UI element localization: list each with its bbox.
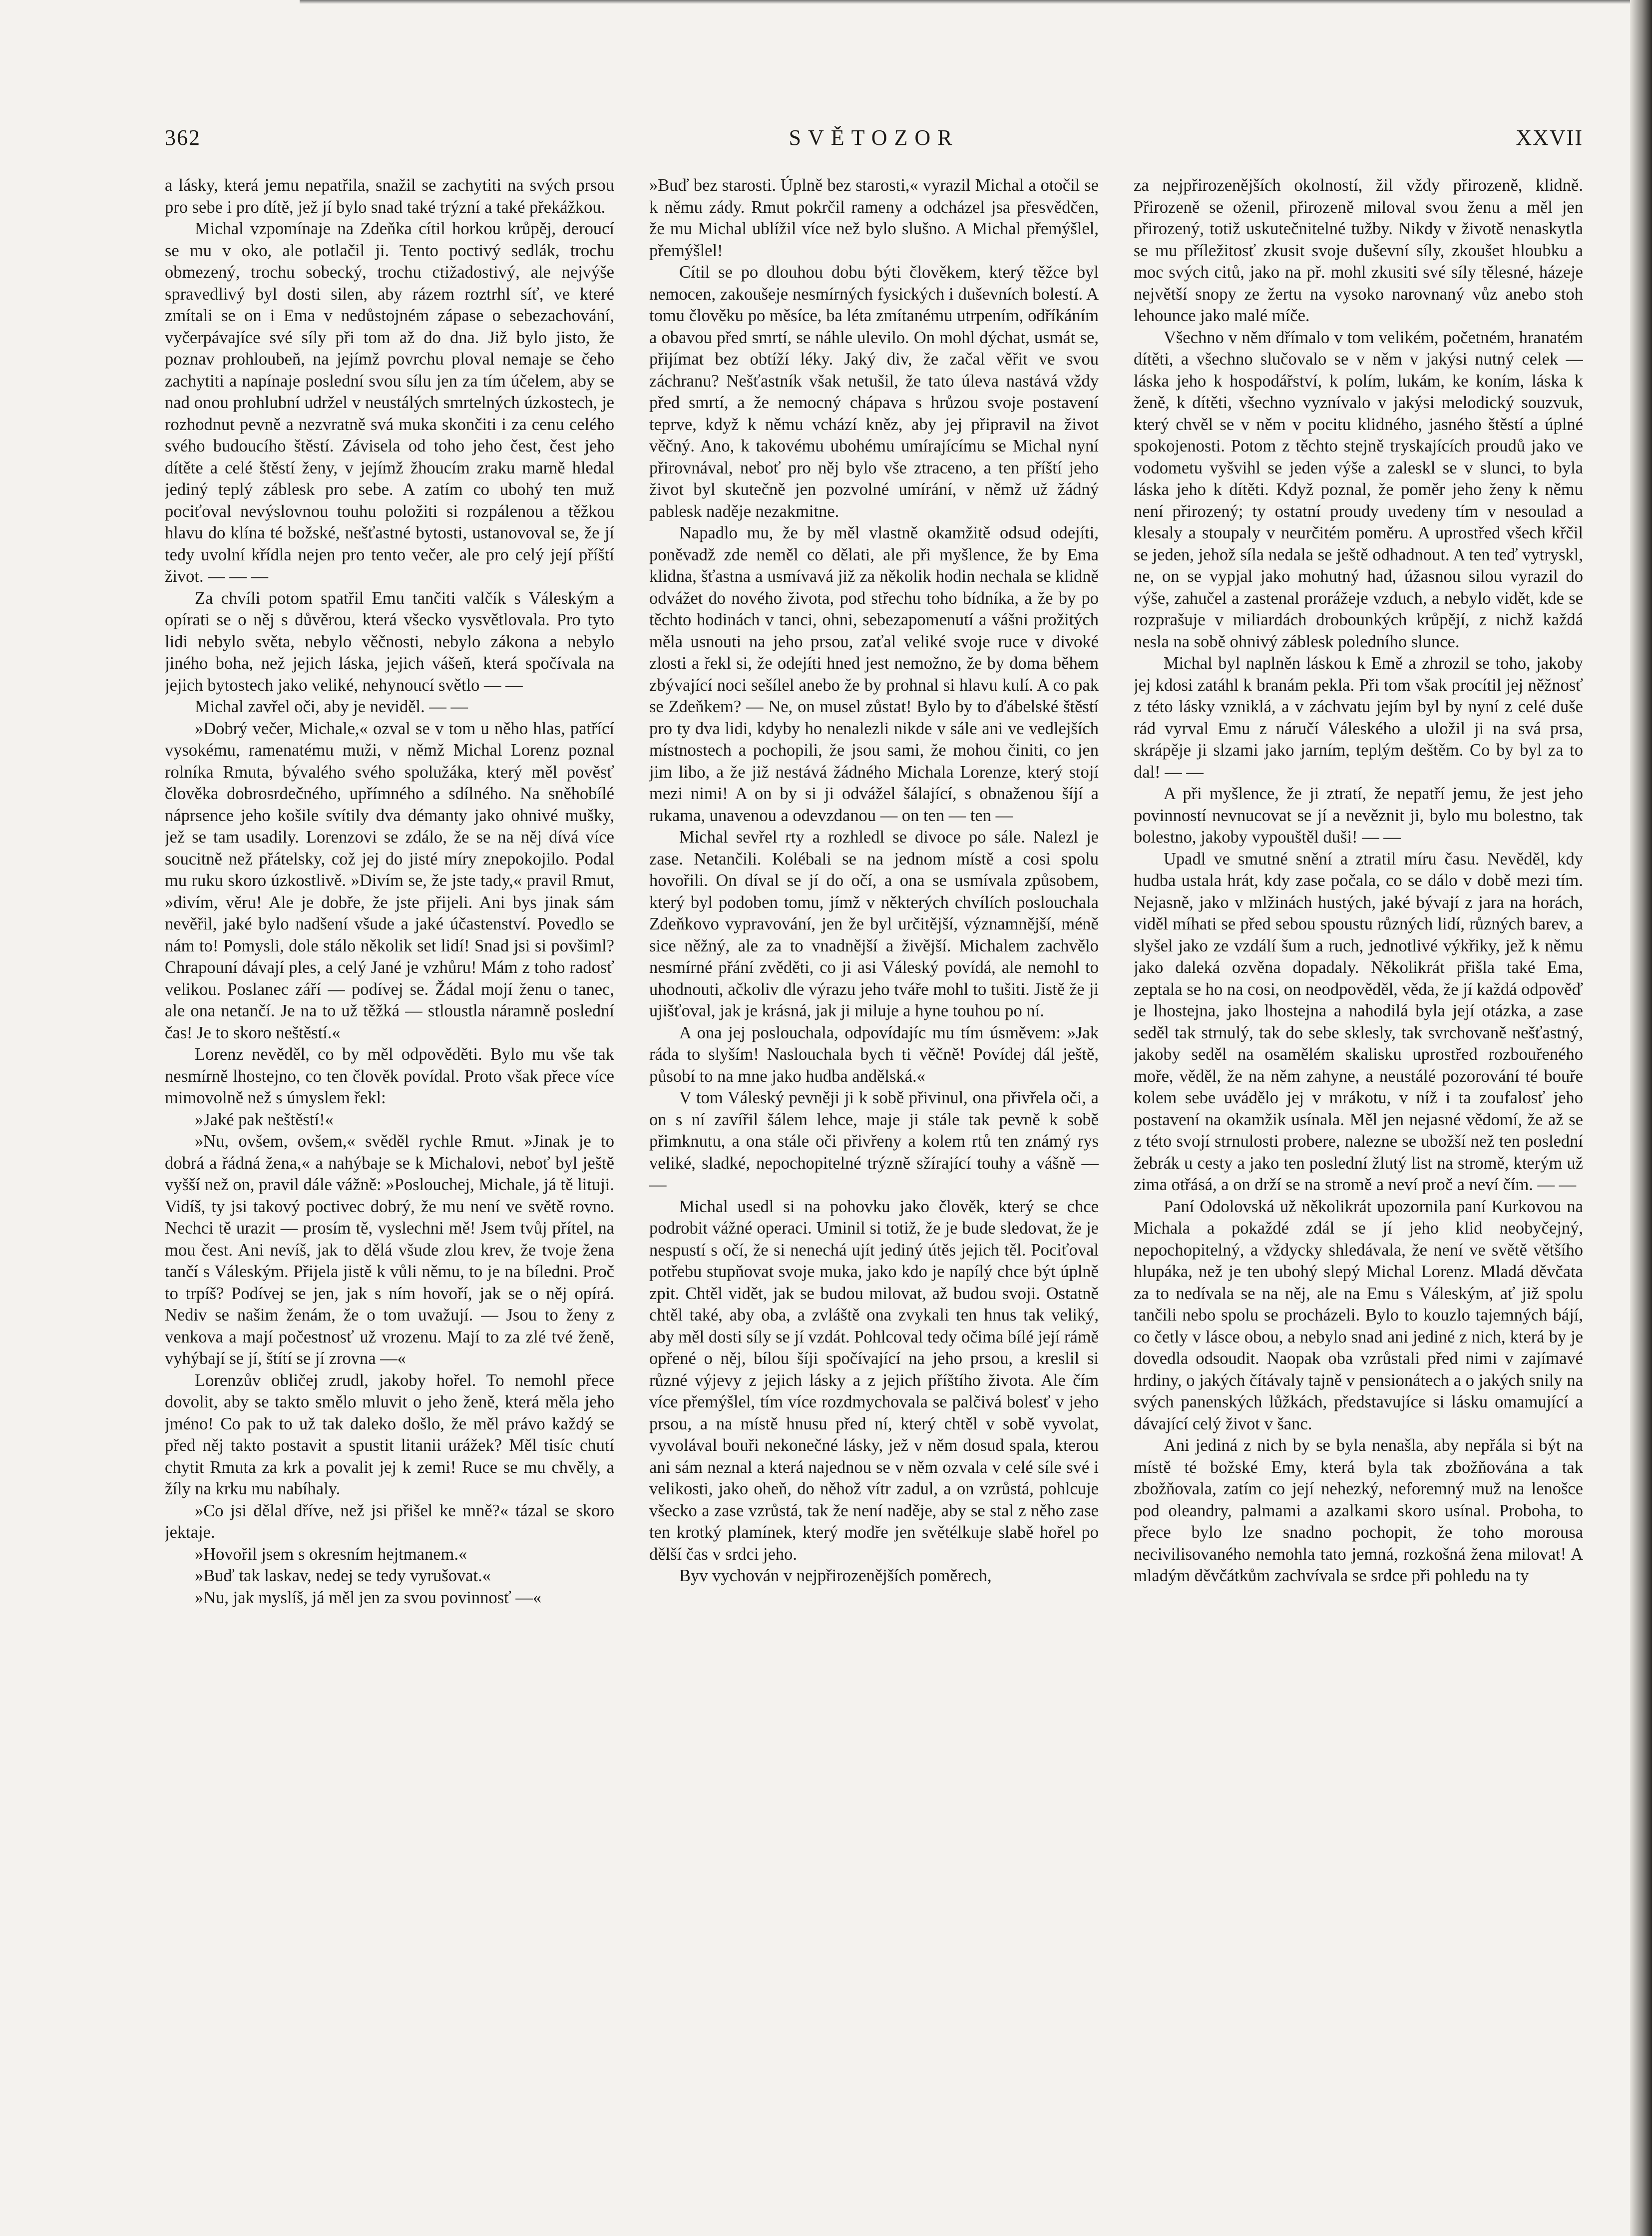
paragraph: Cítil se po dlouhou dobu býti člověkem, který těžce byl nemocen, zakoušeje nesmírných fysických i duševních bolestí. A tomu člověku po měsíce, ba léta zmítanému utrpením, odříkáním a obavou před smrtí, se náhle ulevilo. On mohl dýchat, usmát se, přijímat bez obtíží léky. Jaký div, že začal věřit ve svou záchranu? Nešťastník však netušil, že tato úleva nastává vždy před smrtí, a že nemocný chápava s hrůzou svoje postavení teprve, když k němu vchází kněz, aby jej připravil na život věčný. Ano, k takovému ubohému umírajícímu se Michal nyní přirovnával, neboť pro něj bylo vše ztraceno, a ten příští jeho život byl skutečně jen pozvolné umírání, v němž už žádný pablesk naděje nezakmitne. [649,263,1099,521]
paragraph: Upadl ve smutné snění a ztratil míru času. Nevěděl, kdy hudba ustala hrát, kdy zase počala, co se dálo v době mezi tím. Nejasně, jako v mlžinách hustých, jaké bývají z jara na horách, viděl míhati se před sebou spoustu různých lidí, různých barev, a slyšel jako ze vzdálí šum a ruch, jednotlivé výkřiky, jež k němu jako daleká ozvěna dopadaly. Několikrát přišla také Ema, zeptala se ho na cosi, on neodpověděl, věda, že jí každá odpověď je lhostejna, jako lhostejna a nahodilá byla její otázka, a zase seděl tak strnulý, tak do sebe sklesly, tak svrchovaně nešťastný, jakoby seděl na osamělém skalisku uprostřed rozbouřeného moře, věděl, že na něm zahyne, a neustálé pozorování té bouře kolem sebe uvádělo jej v mrákotu, v níž i ta zoufalosť jeho postavení na okamžik usínala. Měl jen nejasné vědomí, že až se z této svojí strnulosti probere, nalezne se ubožší než ten poslední žebrák u cesty a jako ten poslední žlutý list na stromě, kterým už zima otřásá, a on drží se na stromě a neví proč a neví čím. — — [1134,849,1583,1194]
scan-edge-right [1630,0,1652,2236]
paragraph: Lorenzův obličej zrudl, jakoby hořel. To nemohl přece dovolit, aby se takto smělo mluvit o jeho ženě, která měla jeho jméno! Co pak to už tak daleko došlo, že měl právo každý se před něj takto postavit a spustit litanii urážek? Měl tisíc chutí chytit Rmuta za krk a povalit jej k zemi! Ruce se mu chvěly, a žíly na krku mu nabíhaly. [165,1370,614,1498]
column-right [1134,175,1583,2113]
paragraph: A při myšlence, že ji ztratí, že nepatří jemu, že jest jeho povinností nevnucovat se jí a nevěznit ji, bylo mu bolestno, tak bolestno, jakoby vypouštěl duši! — — [1134,784,1583,847]
journal-title: SVĚTOZOR [789,125,959,150]
volume-number: XXVII [1516,125,1583,150]
column-left [165,175,614,2113]
paragraph: Paní Odolovská už několikrát upozornila paní Kurkovou na Michala a pokaždé zdál se jí jeho klid neobyčejný, nepochopitelný, a vždycky shledávala, že není ve světě většího hlupáka, než je ten ubohý slepý Michal Lorenz. Mladá děvčata za to nedívala se na něj, ale na Emu s Váleským, ať již spolu tančili nebo spolu se procházeli. Bylo to kouzlo tajemných bájí, co četly v lásce obou, a nebylo snad ani jediné z nich, která by je dovedla odsoudit. Naopak oba vzrůstali před nimi v zajímavé hrdiny, o jakých čítávaly tajně v pensionátech a o jakých snily na svých panenských lůžkách, představujíce si lásku omamující a dávající celý život v šanc. [1134,1197,1583,1433]
text-columns [165,175,1583,2113]
paragraph: »Co jsi dělal dříve, než jsi přišel ke mně?« tázal se skoro jektaje. [165,1501,614,1542]
page-number: 362 [165,125,201,150]
paragraph: Michal zavřel oči, aby je neviděl. — — [195,697,468,716]
paragraph: za nejpřirozenějších okolností, žil vždy přirozeně, klidně. Přirozeně se oženil, přirozeně miloval svou ženu a měl jen přirozený, totiž uskutečnitelné tužby. Nikdy v životě nenaskytla se mu příležitosť zkusit svoje duševní síly, zkoušet hloubku a moc svých citů, jako na př. mohl zkusiti své síly tělesné, házeje největší snopy ze žertu na vysoko narovnaný vůz anebo stoh lehounce jako malé míče. [1134,176,1583,325]
paragraph: Michal byl naplněn láskou k Emě a zhrozil se toho, jakoby jej kdosi zatáhl k branám pekla. Při tom však procítil jej něžnosť z této lásky vzniklá, a v záchvatu jejím byl by nyní z celé duše rád vyrval Emu z náručí Váleského a uložil ji na svá prsa, skrápěje ji slzami jako jarním, teplým deštěm. Co by byl za to dal! — — [1134,654,1583,782]
paragraph: V tom Váleský pevněji ji k sobě přivinul, ona přivřela oči, a on s ní zavířil šálem lehce, maje ji stále tak pevně k sobě přimknutu, a ona stále oči přivřeny a kolem rtů ten známý rys veliké, sladké, nepochopitelné trýzně sžírající touhy a vášně — — [649,1088,1099,1194]
paragraph: Byv vychován v nejpřirozenějších poměrech, [679,1566,992,1585]
running-header [165,125,1583,160]
paragraph: Napadlo mu, že by měl vlastně okamžitě odsud odejíti, poněvadž zde neměl co dělati, ale při myšlence, že by Ema klidna, šťastna a usmívavá již za několik hodin nechala se klidně odvážet do nového života, pod střechu toho bídníka, a že by po těchto hodinách v tanci, ohni, sebezapomenutí a vášni prožitých měla usnouti na jeho prsou, zaťal veliké svoje ruce v divoké zlosti a řekl si, že odejíti hned jest nemožno, že by doma během zbývající noci sešílel anebo že by prohnal si hlavu kulí. A co pak se Zdeňkem? — Ne, on musel zůstat! Bylo by to ďábelské štěstí pro ty dva lidi, kdyby ho nenalezli nikde v sále ani ve vedlejších místnostech a pochopili, že jsou sami, že mohou činiti, co jen jim libo, a že již nestává žádného Michala Lorenze, který stojí mezi nimi! A on by si ji odvážel šálající, s obnaženou šíjí a rukama, unavenou a odevzdanou — on ten — ten — [649,523,1099,825]
paragraph: »Hovořil jsem s okresním hejtmanem.« [195,1544,467,1564]
paragraph: A ona jej poslouchala, odpovídajíc mu tím úsměvem: »Jak ráda to slyším! Naslouchala bych ti věčně! Povídej dál ještě, působí to na mne jako hudba andělská.« [649,1023,1099,1086]
paragraph: »Buď tak laskav, nedej se tedy vyrušovat.« [195,1566,491,1585]
paragraph: »Nu, ovšem, ovšem,« svěděl rychle Rmut. »Jinak je to dobrá a řádná žena,« a nahýbaje se k Michalovi, neboť byl ještě vyšší než on, pravil dále vážně: »Poslouchej, Michale, já tě lituji. Vidíš, ty jsi takový poctivec dobrý, že mu není ve světě rovno. Nechci tě urazit — prosím tě, vyslechni mě! Jsem tvůj přítel, na mou čest. Ani nevíš, jak to dělá všude zlou krev, že tvoje žena tančí s Váleským. Přijela jistě k vůli němu, to je na bíledni. Proč to trpíš? Podívej se jen, jak s ním hovoří, jak se o něj opírá. Nediv se našim ženám, že o tom uvažují. — Jsou to ženy z venkova a mají počestnosť už vrozenu. Mají to za zlé tvé ženě, vyhýbají se jí, štítí se jí zrovna —« [165,1132,614,1368]
column-middle [649,175,1099,2113]
paragraph: Ani jediná z nich by se byla nenašla, aby nepřála si být na místě té božské Emy, která byla tak zbožňována a tak zbožňovala, zatím co její nehezký, neforemný muž na lenošce pod oleandry, palmami a azalkami skoro usínal. Proboha, to přece bylo lze snadno pochopit, že toho morousa necivilisovaného nemohla tato jemná, rozkošná žena milovat! A mladým děvčátkům zachvívala se srdce při pohledu na ty [1134,1436,1583,1585]
paragraph: »Nu, jak myslíš, já měl jen za svou povinnosť —« [195,1588,542,1607]
paragraph: »Jaké pak neštěstí!« [195,1110,334,1129]
scan-edge-top [300,0,1648,4]
paragraph: Michal sevřel rty a rozhledl se divoce po sále. Nalezl je zase. Netančili. Kolébali se na jednom místě a cosi spolu hovořili. On díval se jí do očí, a ona se usmívala způsobem, který byl podoben tomu, jímž v některých chvílích poslouchala Zdeňkovo vypravování, jen že byl určitější, významnější, méně sice něžný, ale za to vnadnější a živější. Michalem zachvělo nesmírné přání zvěděti, co ji asi Váleský povídá, ale nemohl to uhodnouti, ačkoliv dle výrazu jeho tváře mohl to tušiti. Jistě že ji ujišťoval, jak je krásná, jak ji miluje a hyne touhou po ní. [649,828,1099,1020]
paragraph: Michal usedl si na pohovku jako člověk, který se chce podrobit vážné operaci. Uminil si totiž, že je bude sledovat, že je nespustí s očí, že si nenechá ujít jediný útěs jejich těl. Pociťoval potřebu stupňovat svoje muka, jako kdo je napílý chce být úplně zpit. Chtěl vidět, jak se budou milovat, až budou svoji. Ostatně chtěl také, aby oba, a zvláště ona zvykali ten hnus tak veliký, aby měl dosti síly se jí vzdát. Pohlcoval tedy očima bílé její rámě opřené o něj, bílou šíji spočívající na jeho prsou, a kreslil si různé výjevy z jejich lásky a z jejich příštího života. Ale čím více přemýšlel, tím více rozdmychovala se palčivá bolesť v jeho prsou, a na místě hnusu před ní, který chtěl v sobě vyvolat, vyvolával bouři nekonečné lásky, jež v něm dosud spala, kterou ani sám neznal a která najednou se v něm ozvala v celé síle své i velikosti, jako oheň, do něhož vítr zadul, a on vzrůstá, pohlcuje všecko a zase vzrůstá, tak že není naděje, aby se stal z něho zase ten krotký plamínek, který modře jen světélkuje slabě hořel po dělší čas v srdci jeho. [649,1197,1099,1564]
journal-page [165,115,1583,2178]
paragraph: Všechno v něm dřímalo v tom velikém, početném, hranatém dítěti, a všechno slučovalo se v něm v jakýsi nutný celek — láska jeho k hospodářství, k polím, lukám, ke koním, láska k ženě, k dítěti, všechno vyznívalo v jakýsi melodický souzvuk, který chvěl se v něm v pocitu klidného, jasného štěstí a úplné spokojenosti. Potom z těchto stejně tryskajících proudů jako ve vodometu vyšvihl se jeden výše a zaleskl se v slunci, to byla láska jeho k dítěti. Když poznal, že poměr jeho ženy k němu není přirozený; ty ostatní proudy uvedeny tím v nesoulad a klesaly a stoupaly v neurčitém poměru. A uprostřed všech křčil se jeden, jehož síla nedala se ještě odhadnout. A ten teď vytryskl, ne, on se vypjal jako mohutný had, úžasnou silou vyrazil do výše, zahučel a zastenal prorážeje vzduch, a nebylo vidět, kde se rozprašuje v miliardách drobounkých krůpějí, z nichž každá nesla na sobě ohnivý záblesk poledního slunce. [1134,328,1583,651]
paragraph: »Buď bez starosti. Úplně bez starosti,« vyrazil Michal a otočil se k němu zády. Rmut pokrčil rameny a odcházel jsa přesvědčen, že mu Michal ublížil více než bylo slušno. A Michal přemýšlel, přemýšlel! [649,176,1099,260]
paragraph: Za chvíli potom spatřil Emu tančiti valčík s Váleským a opírati se o něj s důvěrou, která všecko vysvětlovala. Pro tyto lidi nebylo světa, nebylo věčnosti, nebylo zákona a nebylo jiného boha, než jejich láska, jejich vášeň, která spočívala na jejich bytostech jako veliké, nehynoucí světlo — — [165,588,614,695]
paragraph: Lorenz nevěděl, co by měl odpověděti. Bylo mu vše tak nesmírně lhostejno, co ten člověk povídal. Proto však přece více mimovolně než s úmyslem řekl: [165,1045,614,1107]
paragraph: Michal vzpomínaje na Zdeňka cítil horkou krůpěj, deroucí se mu v oko, ale potlačil ji. Tento poctivý sedlák, trochu obmezený, trochu sobecký, trochu ctižadostivý, ale nejvýše spravedlivý byl dosti silen, aby rázem roztrhl síť, ve které zmítali se on i Ema v nedůstojném zápase o sebezachování, vyčerpávajíce své síly při tom až do dna. Již bylo jisto, že poznav prohloubeň, na jejímž povrchu ploval nemaje se čeho zachytiti a napínaje poslední svou sílu jen za tím účelem, aby se nad onou prohlubní udržel v neustálých smrtelných úzkostech, je rozhodnut pevně a nezvratně svá muka skončiti i za cenu celého svého budoucího štěstí. Závisela od toho jeho čest, čest jeho dítěte a celé štěstí ženy, v jejímž žhoucím zraku marně hledal jediný teplý záblesk pro sebe. A zatím co ubohý ten muž pociťoval nevýslovnou touhu položiti si rozpálenou a těžkou hlavu do klína té božské, nešťastné bytosti, ustanovoval se, že jí tedy uvolní křídla nejen pro tento večer, ale pro celý její příští život. — — — [165,219,614,586]
paragraph: a lásky, která jemu nepatřila, snažil se zachytiti na svých prsou pro sebe i pro dítě, jež jí bylo snad také trýzní a také překážkou. [165,176,614,217]
paragraph: »Dobrý večer, Michale,« ozval se v tom u něho hlas, patřící vysokému, ramenatému muži, v němž Michal Lorenz poznal rolníka Rmuta, bývalého svého spolužáka, který měl pověsť člověka dobrosrdečného, upřímného a sdílného. Na sněhobílé náprsence jeho košile svítily dva démanty jako ohnivé mušky, jež se tam usadily. Lorenzovi se zdálo, že se na něj dívá více soucitně než přátelsky, což jej do jisté míry znepokojilo. Podal mu ruku skoro úzkostlivě. »Divím se, že jste tady,« pravil Rmut, »divím, věru! Ale je dobře, že jste přijeli. Ani bys jinak sám nevěřil, jaké bylo nadšení všude a jaké účastenství. Povedlo se nám to! Pomysli, dole stálo několik set lidí! Snad jsi si povšiml? Chrapouní dávají ples, a celý Jané je vzhůru! Mám z toho radosť velikou. Poslanec září — podívej se. Žádal mojí ženu o tanec, ale ona netančí. Je na to už těžká — stloustla náramně poslední čas! Je to skoro neštěstí.« [165,719,614,1042]
